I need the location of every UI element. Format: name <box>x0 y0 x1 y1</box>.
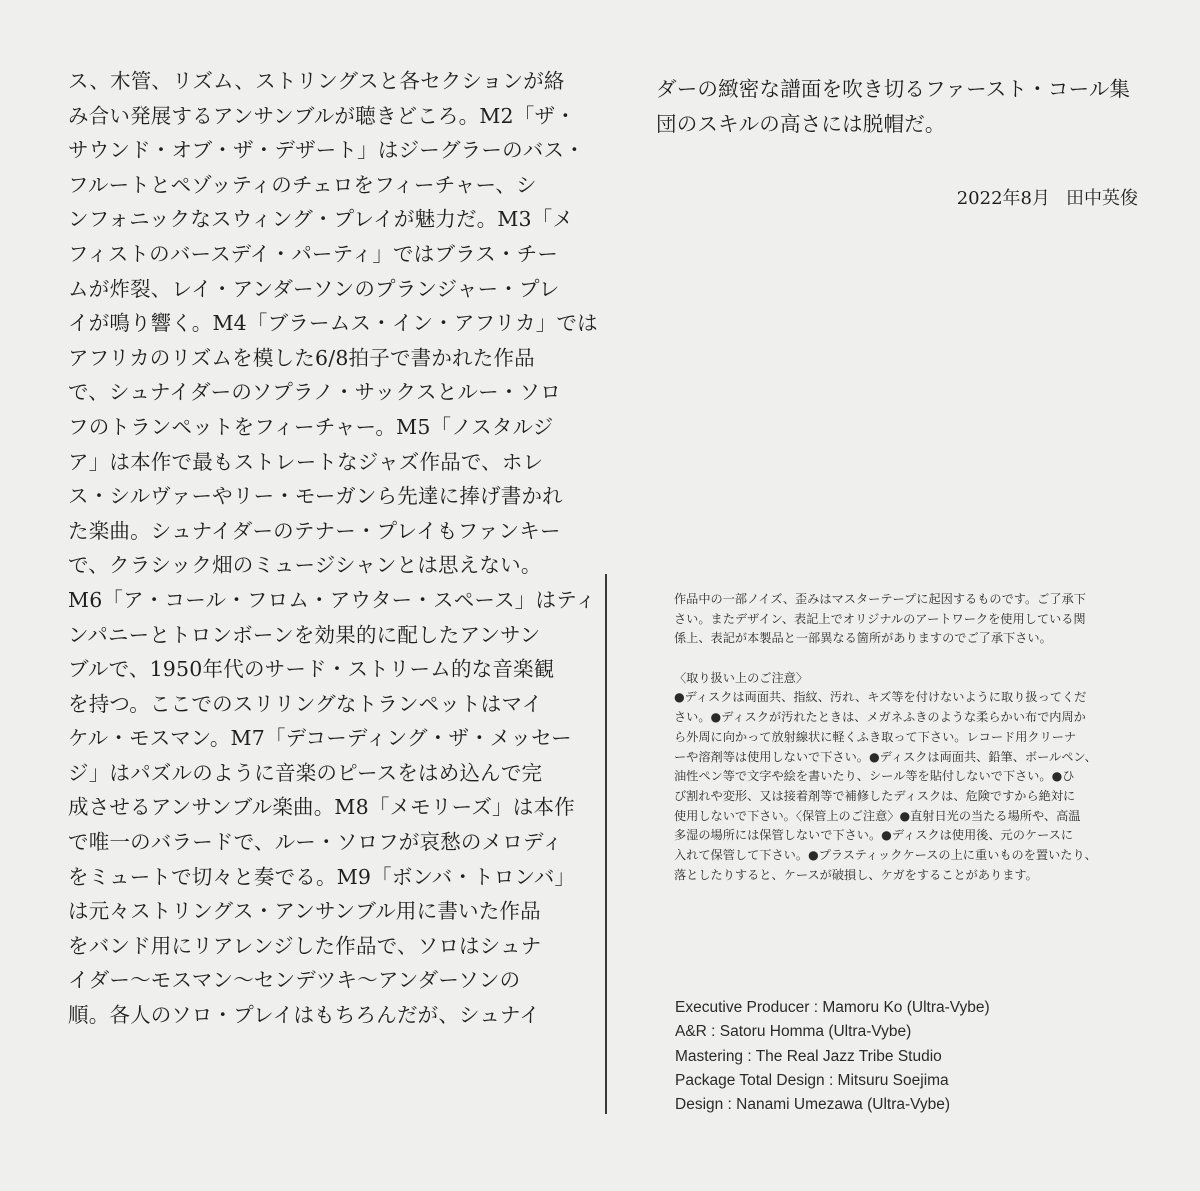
notice-line: さい。●ディスクが汚れたときは、メガネふきのような柔らかい布で内周か <box>674 710 1086 725</box>
text-line: をバンド用にリアレンジした作品で、ソロはシュナ <box>68 933 542 958</box>
text-line: をミュートで切々と奏でる。M9「ボンバ・トロンバ」 <box>68 864 576 889</box>
notice-line: び割れや変形、又は接着剤等で補修したディスクは、危険ですから絶対に <box>674 788 1076 803</box>
signature <box>957 184 1138 210</box>
liner-notes-right-column <box>656 72 1141 141</box>
text-line: 順。各人のソロ・プレイはもちろんだが、シュナイ <box>68 1003 540 1028</box>
notice-line: 作品中の一部ノイズ、歪みはマスターテープに起因するものです。ご了承下 <box>674 592 1086 606</box>
credit-design: Design : Nanami Umezawa (Ultra-Vybe) <box>675 1096 951 1114</box>
text-line: た楽曲。シュナイダーのテナー・プレイもファンキー <box>68 518 561 543</box>
text-line: ス、木管、リズム、ストリングスと各セクションが絡 <box>68 69 565 93</box>
spacer <box>674 649 1154 669</box>
text-line: ス・シルヴァーやリー・モーガンら先達に捧げ書かれ <box>68 484 563 509</box>
text-line: で唯一のバラードで、ルー・ソロフが哀愁のメロディ <box>68 830 563 855</box>
notice-line: 入れて保管して下さい。●プラスティックケースの上に重いものを置いたり、 <box>674 847 1097 862</box>
text-line: で、クラシック畑のミュージシャンとは思えない。 <box>68 553 542 578</box>
notice-line: 係上、表記が本製品と一部異なる箇所がありますのでご了承下さい。 <box>674 631 1052 646</box>
notice-line: さい。またデザイン、表記上でオリジナルのアートワークを使用している関 <box>674 611 1086 626</box>
text-line: ンフォニックなスウィング・プレイが魅力だ。M3「メ <box>68 207 574 232</box>
text-line: イが鳴り響く。M4「ブラームス・イン・アフリカ」では <box>68 311 598 336</box>
text-line: 団のスキルの高さには脱帽だ。 <box>656 111 946 136</box>
text-line: フのトランペットをフィーチャー。M5「ノスタルジ <box>68 414 554 439</box>
signature-date: 2022年8月 <box>956 188 1050 209</box>
credit-package-design: Package Total Design : Mitsuru Soejima <box>675 1071 949 1089</box>
text-line: ブルで、1950年代のサード・ストリーム的な音楽観 <box>68 657 555 682</box>
text-line: サウンド・オブ・ザ・デザート」はジーグラーのバス・ <box>68 138 585 163</box>
credit-executive-producer: Executive Producer : Mamoru Ko (Ultra-Vybe) <box>675 999 990 1016</box>
text-line: イダー〜モスマン〜センデツキ〜アンダーソンの <box>68 968 521 993</box>
text-line: ダーの緻密な譜面を吹き切るファースト・コール集 <box>656 77 1131 101</box>
text-line: み合い発展するアンサンブルが聴きどころ。M2「ザ・ <box>68 103 576 128</box>
disclaimer-notice <box>674 590 1154 885</box>
text-line: M6「ア・コール・フロム・アウター・スペース」はティ <box>68 587 596 612</box>
text-line: は元々ストリングス・アンサンブル用に書いた作品 <box>68 899 541 924</box>
text-line: を持つ。ここでのスリリングなトランペットはマイ <box>68 691 543 716</box>
liner-notes-left-column <box>68 64 598 1033</box>
text-line: ンパニーとトロンボーンを効果的に配したアンサン <box>68 622 541 647</box>
notice-line: 使用しないで下さい。〈保管上のご注意〉●直射日光の当たる場所や、高温 <box>674 808 1081 823</box>
column-divider <box>605 574 607 1114</box>
notice-line: ら外周に向かって放射線状に軽くふき取って下さい。レコード用クリーナ <box>674 729 1077 744</box>
notice-line: 油性ペン等で文字や絵を書いたり、シール等を貼付しないで下さい。●ひ <box>674 769 1075 784</box>
text-line: ジ」はパズルのように音楽のピースをはめ込んで完 <box>68 760 543 785</box>
signature-author: 田中英俊 <box>1066 188 1138 209</box>
text-line: ア」は本作で最もストレートなジャズ作品で、ホレ <box>68 449 544 474</box>
credit-a-and-r: A&R : Satoru Homma (Ultra-Vybe) <box>675 1023 912 1041</box>
notice-line: ーや溶剤等は使用しないで下さい。●ディスクは両面共、鉛筆、ボールペン、 <box>674 749 1097 764</box>
text-line: 成させるアンサンブル楽曲。M8「メモリーズ」は本作 <box>68 795 575 820</box>
notice-line: 多湿の場所には保管しないで下さい。●ディスクは使用後、元のケースに <box>674 828 1074 843</box>
text-line: ムが炸裂、レイ・アンダーソンのプランジャー・プレ <box>68 276 560 301</box>
text-line: ケル・モスマン。M7「デコーディング・ザ・メッセー <box>68 726 572 751</box>
notice-line: 落としたりすると、ケースが破損し、ケガをすることがあります。 <box>674 867 1038 882</box>
text-line: フルートとペゾッティのチェロをフィーチャー、シ <box>68 172 537 197</box>
notice-line: ●ディスクは両面共、指紋、汚れ、キズ等を付けないように取り扱ってくだ <box>674 690 1087 705</box>
text-line: で、シュナイダーのソプラノ・サックスとルー・ソロ <box>68 380 561 405</box>
credit-mastering: Mastering : The Real Jazz Tribe Studio <box>675 1047 942 1065</box>
text-line: フィストのバースデイ・パーティ」ではブラス・チー <box>68 241 559 266</box>
care-heading: 〈取り扱い上のご注意〉 <box>674 670 809 685</box>
production-credits <box>675 996 1155 1117</box>
text-line: アフリカのリズムを模した6/8拍子で書かれた作品 <box>68 345 535 370</box>
